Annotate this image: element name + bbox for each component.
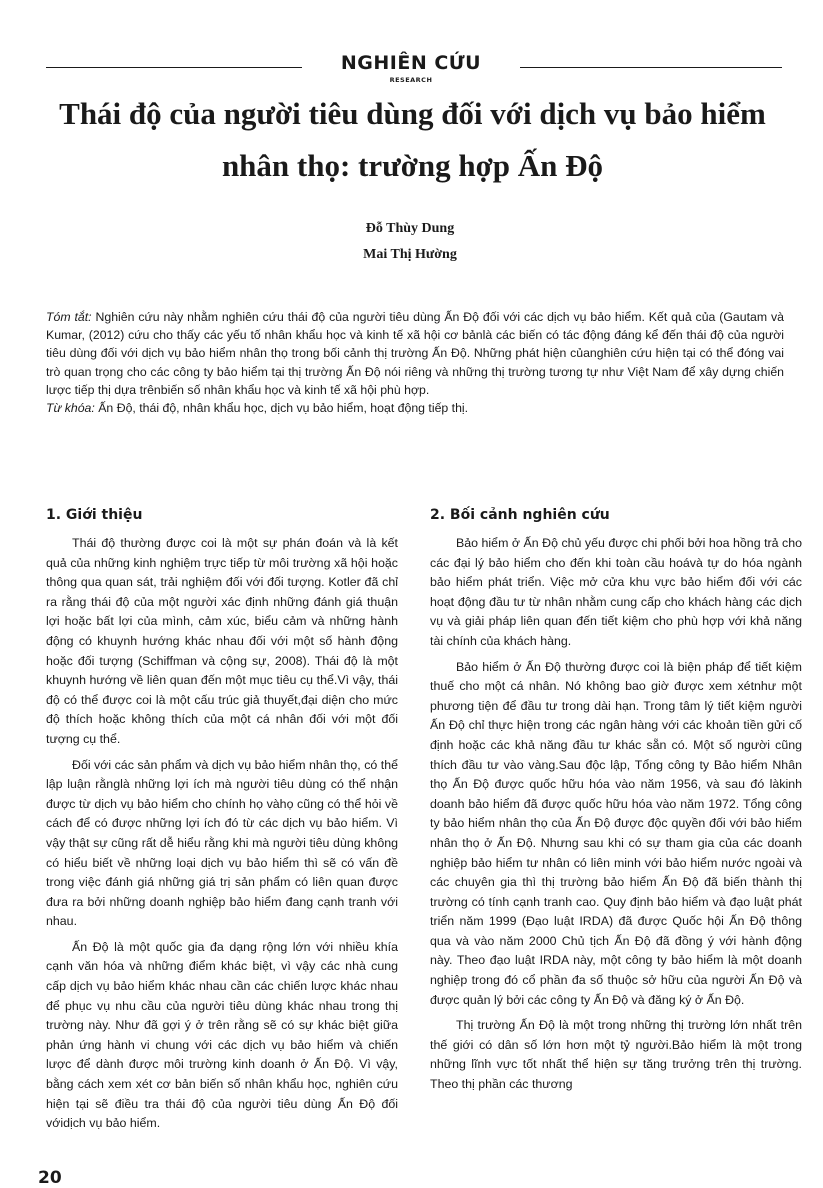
header-rule-right <box>520 67 782 68</box>
abstract-body <box>46 308 784 399</box>
keywords-text: Ấn Độ, thái độ, nhân khẩu học, dịch vụ bảo hiểm, hoạt động tiếp thị. <box>98 401 469 416</box>
title-line-1: Thái độ của người tiêu dùng đối với dịch vụ bảo hiểm <box>59 96 766 131</box>
paragraph: Thị trường Ấn Độ là một trong những thị trường lớn nhất trên thế giới có dân số lớn hơn một tỷ người.Bảo hiểm là một trong những lĩnh vực tốt nhất thể hiện sự tăng trưởng trên thị trường. Theo thị phần các thương <box>430 1018 802 1092</box>
column-right <box>430 505 802 1101</box>
paragraph: Thái độ thường được coi là một sự phán đoán và là kết quả của những kinh nghiệm trực tiếp từ môi trường xã hội hoặc thông qua quan sát, trải nghiệm đối với đối tượng. Kotler đã chỉ ra rằng thái độ của một người xác định những đánh giá thuận lợi hoặc bất lợi của mình, cảm xúc, biểu cảm và những hành động có khuynh hướng khác nhau đối với một số hành động hoặc đối tượng (Schiffman và cộng sự, 2008). Thái độ là một khuynh hướng về liên quan đến một mục tiêu cụ thể.Vì vậy, thái độ có thể được coi là một cấu trúc giả thuyết,đại diện cho mức độ thích hoặc không thích của một cá nhân đối với một đối tượng cụ thể. <box>46 536 398 746</box>
authors <box>300 216 520 268</box>
page-number: 20 <box>38 1168 62 1188</box>
abstract-label: Tóm tắt: <box>46 310 92 324</box>
author-2: Mai Thị Hường <box>363 247 457 262</box>
abstract-text: Nghiên cứu này nhằm nghiên cứu thái độ của người tiêu dùng Ấn Độ đối với các dịch vụ bảo hiểm. Kết quả của (Gautam và Kumar, (2012) cứu cho thấy các yếu tố nhân khẩu học và kinh tế xã hội cơ bảnlà các biến có tác động đáng kể đến thái độ của người tiêu dùng đối với dịch vụ bảo hiểm nhân thọ trong bối cảnh thị trường Ấn Độ. Những phát hiện củanghiên cứu hiện tại có thể đóng vai trò quan trọng cho các công ty bảo hiểm tại thị trường Ấn Độ nói riêng và những thị trường tương tự như Việt Nam để xây dựng chiến lược tiếp thị dựa trênbiến số nhân khẩu học và kinh tế xã hội phù hợp. <box>46 310 784 397</box>
title-line-2: nhân thọ: trường hợp Ấn Độ <box>221 148 604 183</box>
section-heading-introduction: 1. Giới thiệu <box>46 507 143 523</box>
author-1: Đỗ Thùy Dung <box>365 221 455 236</box>
section-sublabel: RESEARCH <box>389 76 433 84</box>
column-left <box>46 505 398 1140</box>
paragraph: Đối với các sản phẩm và dịch vụ bảo hiểm nhân thọ, có thể lập luận rằnglà những lợi ích mà người tiêu dùng có thể nhận được từ dịch vụ bảo hiểm cho chính họ vàhọ cũng có thể hỏi về cách để có được những lợi ích đó từ các dịch vụ bảo hiểm. Vì vậy thật sự cũng rất dễ hiểu rằng khi mà người tiêu dùng không có hiểu biết về những loại dịch vụ bảo hiểm thì sẽ có vấn đề trong việc đánh giá những giá trị sản phẩm có liên quan được đưa ra bởi những doanh nghiệp bảo hiểm đang cạnh tranh với nhau. <box>46 757 398 929</box>
keywords-label: Từ khóa: <box>46 401 95 416</box>
keywords <box>46 399 784 417</box>
section-heading-context: 2. Bối cảnh nghiên cứu <box>430 507 610 523</box>
article-title <box>40 88 785 192</box>
section-label: NGHIÊN CỨU <box>340 52 482 74</box>
paragraph: Bảo hiểm ở Ấn Độ thường được coi là biện pháp để tiết kiệm thuế cho một cá nhân. Nó không bao giờ được xem xétnhư một phương tiện để đầu tư trong dài hạn. Trong tâm lý tiết kiệm người Ấn Độ chỉ thực hiện trong các ngân hàng với các khoản tiền gửi cố định hoặc các khả năng đầu tư khác sẵn có. Một số người cũng thích đầu tư vào vàng.Sau độc lập, Tổng công ty Bảo hiểm Nhân thọ Ấn Độ được quốc hữu hóa vào năm 1956, và sau đó làkinh doanh bảo hiểm đã được quốc hữu hóa vào năm 1972. Tổng công ty bảo hiểm nhân thọ của Ấn Độ được độc quyền đối với bảo hiểm nhân thọ ở Ấn Độ. Nhưng sau khi có sự tham gia của các doanh nghiệp bảo hiểm tư nhân có liên minh với bảo hiểm nước ngoài và các chuyên gia thì thị trường bảo hiểm Ấn Độ đã biến thành thị trường có tính cạnh tranh cao. Quy định bảo hiểm và đạo luật phát triển năm 1999 (Đạo luật IRDA) đã được Quốc hội Ấn Độ thông qua và vào năm 2000 Chủ tịch Ấn Độ đã đồng ý với hành động này. Theo đạo luật IRDA này, một công ty bảo hiểm là một doanh nghiệp trong đó cổ phần đa số thuộc sở hữu của người Ấn Độ và được quản lý bởi các công ty Ấn Độ và đăng ký ở Ấn Độ. <box>430 659 802 1007</box>
paragraph: Bảo hiểm ở Ấn Độ chủ yếu được chi phối bởi hoa hồng trả cho các đại lý bảo hiểm cho đến khi toàn cầu hoávà tự do hóa ngành bảo hiểm phát triển. Việc mở cửa khu vực bảo hiểm đối với các hoạt động đầu tư từ nhân nhằm cung cấp cho khách hàng các dịch vụ và giải pháp liên quan đến tiết kiệm cho phù hợp với khả năng tài chính của khách hàng. <box>430 536 802 648</box>
abstract <box>46 308 784 417</box>
paragraph: Ấn Độ là một quốc gia đa dạng rộng lớn với nhiều khía cạnh văn hóa và những điểm khác biệt, vì vậy các nhà cung cấp dịch vụ bảo hiểm khác nhau cần các chiến lược khác nhau để phục vụ nhu cầu của người tiêu dùng khác nhau trong thị trường này. Như đã gợi ý ở trên rằng sẽ có sự khác biệt giữa phản ứng hành vi chung với các dịch vụ bảo hiểm và chiến lược để dành được môi trường kinh doanh ở Ấn Độ. Vì vậy, bằng cách xem xét cơ bản biến số nhân khẩu học, nghiên cứu hiện tại sẽ điều tra thái độ của người tiêu dùng Ấn Độ đối vớidịch vụ bảo hiểm. <box>46 939 398 1131</box>
header-rule-left <box>46 67 302 68</box>
